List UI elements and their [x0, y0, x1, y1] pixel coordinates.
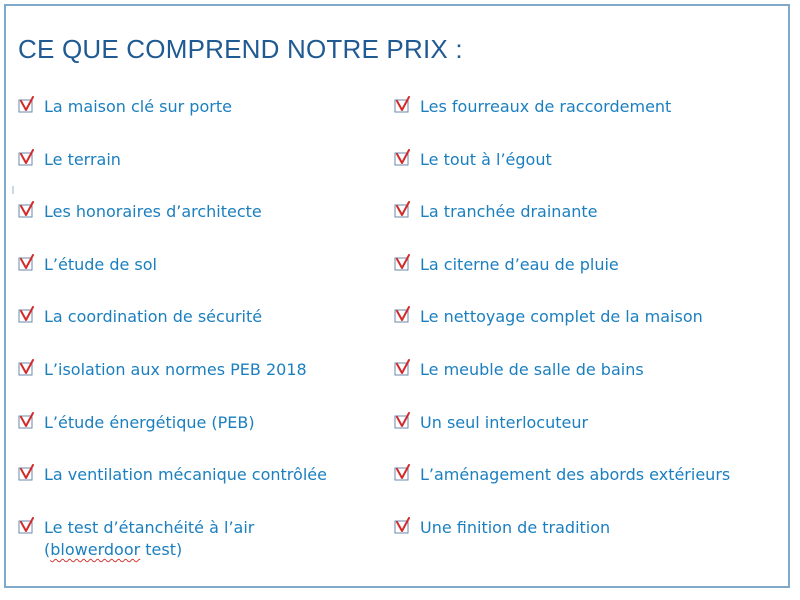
- spellcheck-word: blowerdoor: [50, 539, 141, 559]
- list-item-label: La maison clé sur porte: [44, 97, 232, 116]
- list-item-label: L’isolation aux normes PEB 2018: [44, 359, 307, 379]
- list-item-label: Le terrain: [44, 149, 121, 169]
- page-title: CE QUE COMPREND NOTRE PRIX :: [18, 34, 463, 64]
- list-item-label: Le test d’étanchéité à l’air: [44, 517, 255, 537]
- list-item: [394, 94, 784, 147]
- list-item: [394, 357, 784, 410]
- list-item: [394, 515, 784, 568]
- list-item: [394, 147, 784, 200]
- list-item: [394, 252, 784, 305]
- checkbox-v-icon: [18, 149, 36, 166]
- checkbox-v-icon: [394, 149, 412, 166]
- list-item-label: Une finition de tradition: [420, 517, 611, 537]
- list-item-label: L’aménagement des abords extérieurs: [420, 465, 731, 485]
- list-item: [18, 94, 388, 147]
- list-item: [18, 252, 388, 305]
- checkbox-v-icon: [18, 201, 36, 218]
- list-item: [18, 199, 388, 252]
- list-item: [18, 515, 388, 568]
- checkbox-v-icon: [18, 359, 36, 376]
- checkbox-v-icon: [18, 412, 36, 429]
- checkbox-v-icon: [394, 96, 412, 113]
- checkbox-v-icon: [394, 254, 412, 271]
- checkbox-v-icon: [394, 359, 412, 376]
- list-item: [18, 147, 388, 200]
- list-item-label: La coordination de sécurité: [44, 307, 263, 327]
- list-item-label: Les fourreaux de raccordement: [420, 97, 672, 116]
- list-item-continuation: [44, 539, 388, 561]
- list-item-label: La citerne d’eau de pluie: [420, 254, 619, 274]
- included-list-right: [394, 94, 784, 567]
- list-item-label: L’étude énergétique (PEB): [44, 412, 255, 432]
- paren-close: test): [140, 539, 183, 559]
- list-item-label: Les honoraires d’architecte: [44, 202, 262, 222]
- list-item-label: Un seul interlocuteur: [420, 412, 589, 432]
- list-item-label: Le meuble de salle de bains: [420, 359, 644, 379]
- paren-open: (: [44, 539, 51, 559]
- list-item: [18, 304, 388, 357]
- checkbox-v-icon: [18, 306, 36, 323]
- list-item: [18, 357, 388, 410]
- list-item-label: L’étude de sol: [44, 254, 157, 274]
- list-item: [394, 199, 784, 252]
- checkbox-v-icon: [394, 412, 412, 429]
- checkbox-v-icon: [394, 464, 412, 481]
- stray-mark: [12, 186, 14, 194]
- checkbox-v-icon: [18, 96, 36, 113]
- checkbox-v-icon: [394, 201, 412, 218]
- list-item: [18, 410, 388, 463]
- list-item: [18, 462, 388, 515]
- list-item-label: La tranchée drainante: [420, 202, 598, 222]
- list-item: [394, 462, 784, 515]
- list-item: [394, 304, 784, 357]
- checkbox-v-icon: [18, 254, 36, 271]
- checkbox-v-icon: [394, 517, 412, 534]
- checkbox-v-icon: [18, 464, 36, 481]
- list-item-label: La ventilation mécanique contrôlée: [44, 465, 327, 485]
- checkbox-v-icon: [394, 306, 412, 323]
- included-list-left: [18, 94, 388, 567]
- list-item-label: Le nettoyage complet de la maison: [420, 307, 703, 327]
- checkbox-v-icon: [18, 517, 36, 534]
- list-item-label: Le tout à l’égout: [420, 149, 552, 169]
- list-item: [394, 410, 784, 463]
